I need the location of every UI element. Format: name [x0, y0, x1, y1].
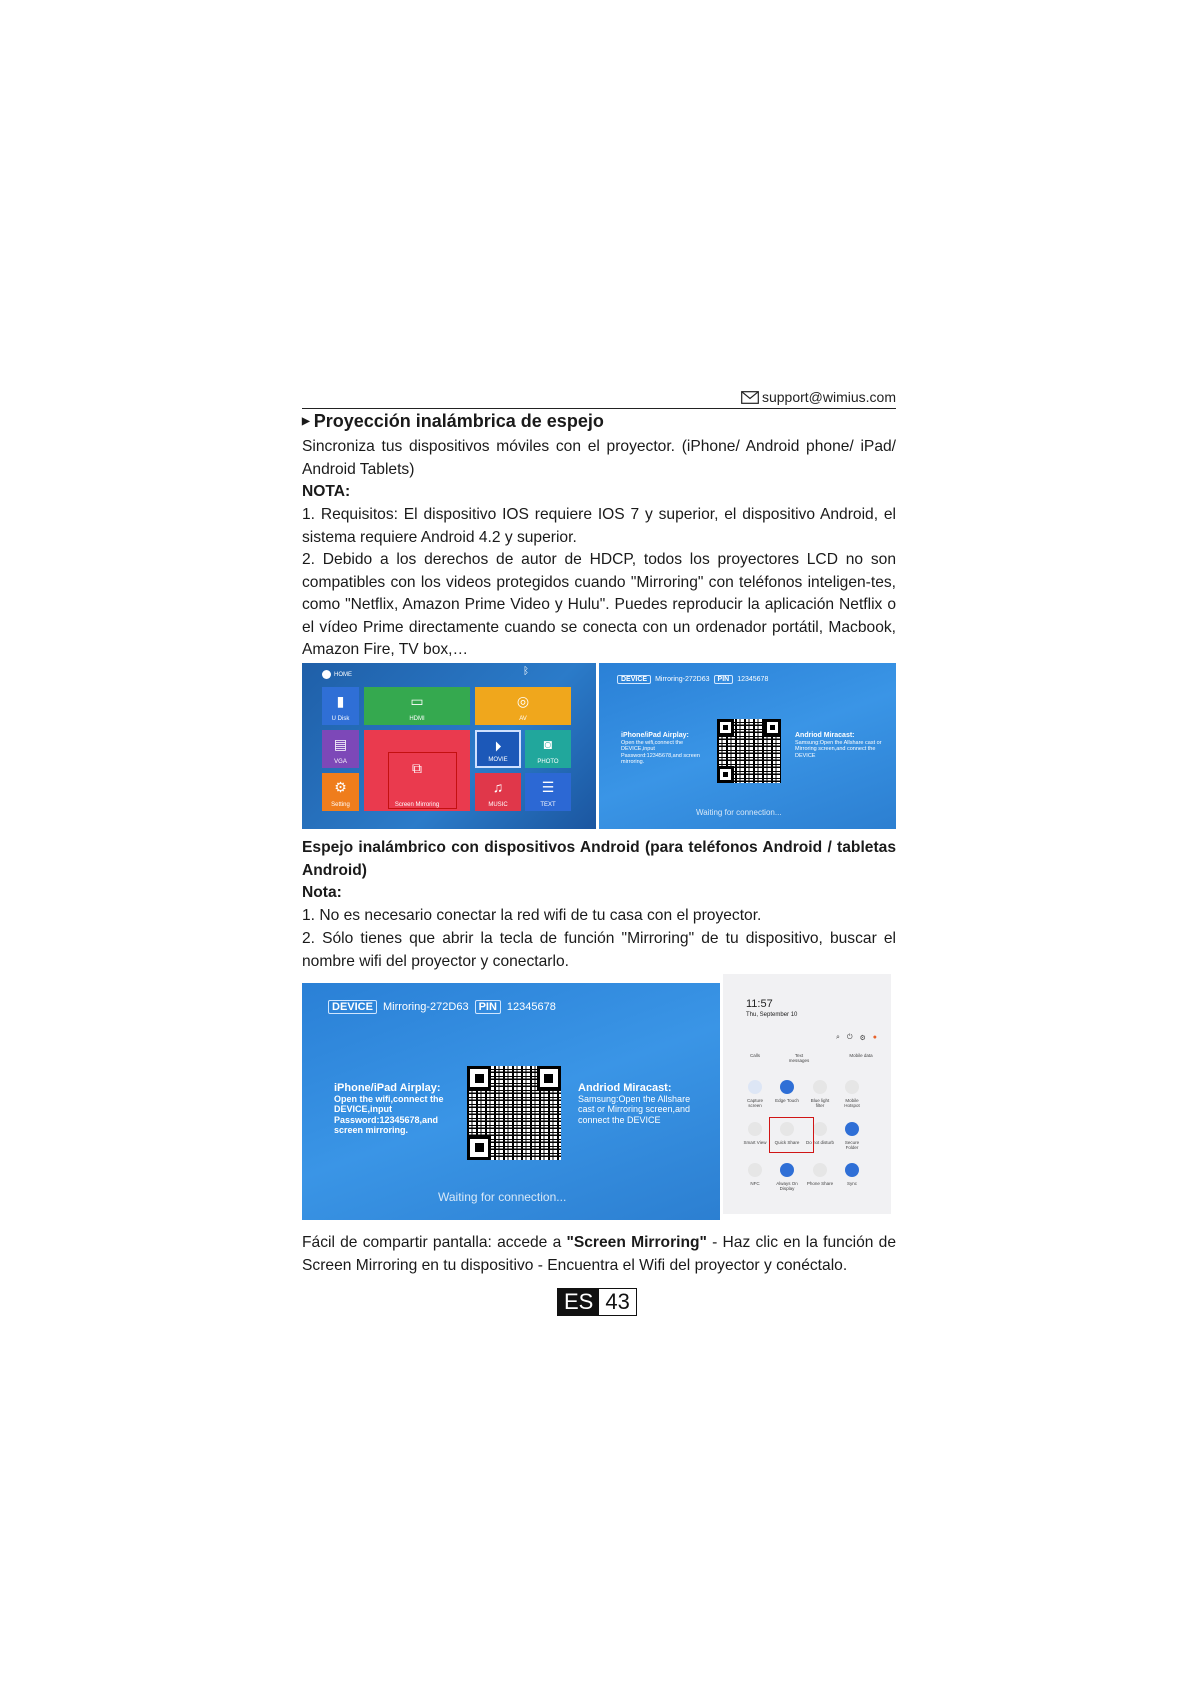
intro-text: Sincroniza tus dispositivos móviles con el proyector. (iPhone/ Android phone/ iPad/ Android Tablets) — [302, 438, 896, 478]
waiting-text-large: Waiting for connection... — [438, 1190, 567, 1204]
header-rule — [302, 408, 896, 409]
miracast-block: Andriod Miracast: Samsung:Open the Allshare cast or Mirroring screen,and connect the DEVICE — [795, 732, 882, 759]
nota2-item-1: 1. No es necesario conectar la red wifi de tu casa con el proyector. — [302, 907, 762, 924]
music-icon: ♫ — [492, 779, 504, 795]
quick-share-highlight — [769, 1117, 814, 1153]
tile-setting: ⚙ Setting — [322, 773, 359, 811]
mirroring-icon: ⧉ — [412, 760, 422, 776]
power-icon: ⏻ — [846, 1034, 853, 1041]
tile-screen-mirroring: ⧉ Screen Mirroring — [364, 730, 470, 811]
search-icon: ⌕ — [836, 1034, 840, 1041]
home-icon — [322, 670, 331, 679]
nota-item-1: 1. Requisitos: El dispositivo IOS requiere IOS 7 y superior, el dispositivo Android, el sistema requiere Android 4.2 y superior. — [302, 506, 896, 546]
qr-code-large — [467, 1066, 561, 1160]
secure-folder-icon — [845, 1122, 859, 1136]
envelope-icon — [741, 391, 759, 404]
triangle-bullet-icon: ▶ — [302, 416, 310, 427]
miracast-block-large: Andriod Miracast: Samsung:Open the Allshare cast or Mirroring screen,and connect the DEVICE — [578, 1082, 691, 1125]
gear-icon: ⚙ — [859, 1035, 866, 1042]
tile-vga: ▤ VGA — [322, 730, 359, 768]
waiting-text: Waiting for connection... — [696, 808, 782, 817]
mirroring-screen-large — [302, 983, 720, 1220]
home-label: HOME — [322, 670, 352, 679]
nota-item-2: 2. Debido a los derechos de autor de HDCP, todos los proyectores LCD no son compatibles con los videos protegidos cuando "Mirroring" con teléfonos inteligen-tes, como "Netflix, Amazon Prime Video y Hulu". Puedes reproducir la aplicación Netflix o el vídeo Prime directamente cuando se conecta con un ordenador portátil, Macbook, Amazon Fire, TV box,… — [302, 551, 896, 658]
camera-icon: ◙ — [543, 736, 553, 752]
always-on-display-icon — [780, 1163, 794, 1177]
phone-toolbar — [836, 1034, 877, 1042]
nota2-item-2: 2. Sólo tienes que abrir la tecla de función "Mirroring" de tu dispositivo, buscar el nombre wifi del proyector y conectarlo. — [302, 930, 896, 970]
tile-photo: ◙ PHOTO — [525, 730, 571, 768]
nota2-heading: Nota: — [302, 884, 342, 901]
mirroring-screen-small — [599, 663, 896, 829]
device-info-large: DEVICE Mirroring-272D63 PIN 12345678 — [328, 1000, 556, 1014]
tile-udisk: ▮ U Disk — [322, 687, 359, 725]
tile-hdmi: ▭ HDMI — [364, 687, 470, 725]
phone-date: Thu, September 10 — [746, 1012, 798, 1018]
phone-share-icon — [813, 1163, 827, 1177]
tile-text: ☰ TEXT — [525, 773, 571, 811]
av-icon: ◎ — [516, 693, 530, 709]
qr-code — [717, 719, 781, 783]
edge-touch-icon — [780, 1080, 794, 1094]
list-icon: ☰ — [541, 779, 555, 795]
airplay-block: iPhone/iPad Airplay: Open the wifi,connect the DEVICE,input Password:12345678,and screen mirroring. — [621, 732, 700, 765]
gear-icon: ⚙ — [334, 779, 347, 795]
vga-icon: ▤ — [333, 736, 348, 752]
device-info: DEVICE Mirroring-272D63 PIN 12345678 — [617, 675, 768, 684]
tile-movie: ⏵ MOVIE — [475, 730, 521, 768]
usb-icon: ▮ — [336, 693, 345, 709]
section-title: ▶ Proyección inalámbrica de espejo — [302, 411, 604, 431]
smart-view-icon — [748, 1122, 762, 1136]
nfc-icon — [748, 1163, 762, 1177]
android-heading: Espejo inalámbrico con dispositivos Android (para teléfonos Android / tabletas Android) — [302, 839, 896, 879]
tile-av: ◎ AV — [475, 687, 571, 725]
capture-screen-icon — [748, 1080, 762, 1094]
nota-heading: NOTA: — [302, 483, 351, 500]
bixby-icon: ● — [872, 1034, 877, 1041]
phone-time: 11:57 — [746, 998, 773, 1010]
mobile-hotspot-icon — [845, 1080, 859, 1094]
airplay-block-large: iPhone/iPad Airplay: Open the wifi,connect the DEVICE,input Password:12345678,and screen mirroring. — [334, 1082, 444, 1135]
page-number-badge: ES 43 — [557, 1288, 637, 1316]
support-email: support@wimius.com — [741, 389, 896, 405]
highlight-box — [388, 752, 457, 809]
play-icon: ⏵ — [494, 738, 502, 754]
footer-instructions: Fácil de compartir pantalla: accede a "Screen Mirroring" - Haz clic en la función de Screen Mirroring en tu dispositivo - Encuentra el Wifi del proyector y conéctalo. — [302, 1234, 896, 1274]
android-quick-settings-screenshot: 11:57 Thu, September 10 ⌕ ⏻ ⚙ ● Calls Text messages Mobile data Capture screen Edge Touch Blue light filter Mobile Hotspot Smart View Quick Share Do not disturb Secure Folder NFC Always On Display Phone Share Sync — [723, 974, 891, 1214]
do-not-disturb-icon — [813, 1122, 827, 1136]
tile-music: ♫ MUSIC — [475, 773, 521, 811]
sync-icon — [845, 1163, 859, 1177]
blue-light-filter-icon — [813, 1080, 827, 1094]
bluetooth-icon: ᛒ — [523, 666, 529, 677]
hdmi-icon: ▭ — [410, 693, 424, 709]
projector-home-screenshot — [302, 663, 596, 829]
